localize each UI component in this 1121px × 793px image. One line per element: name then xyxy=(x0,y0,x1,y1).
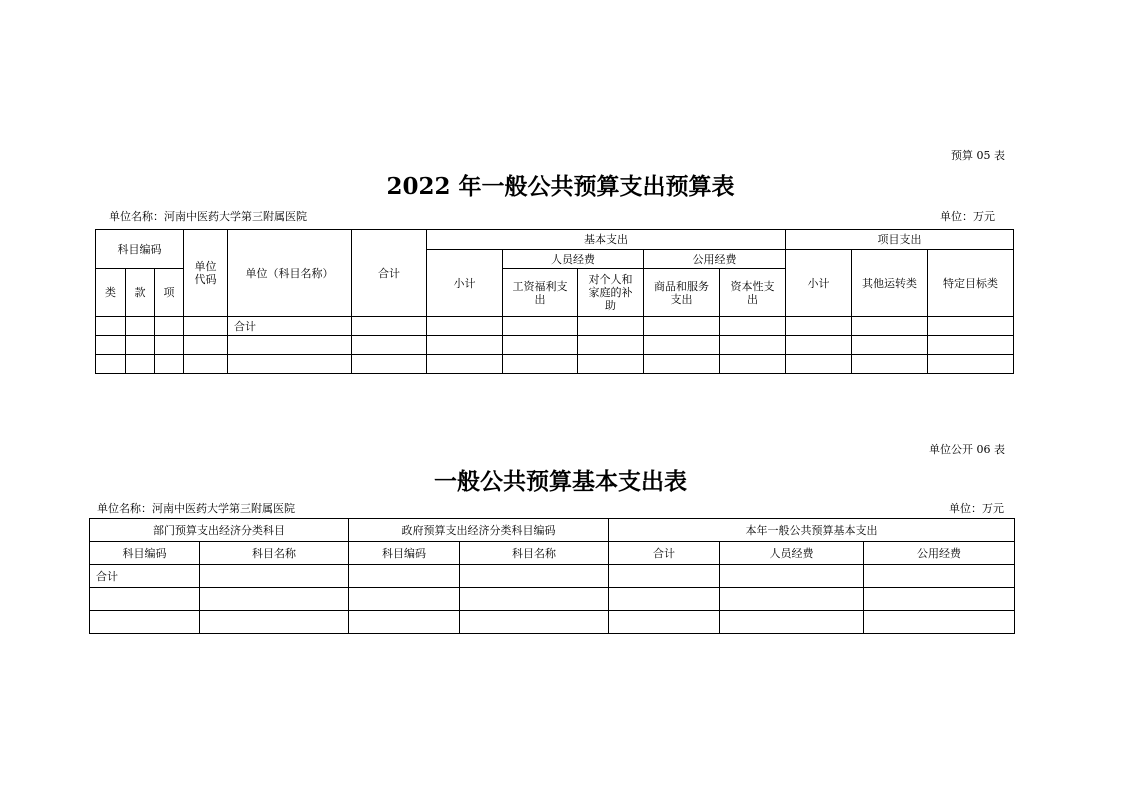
header-unit-subject-name: 单位（科目名称） xyxy=(228,230,352,317)
header-personnel: 人员经费 xyxy=(503,250,644,269)
page-title-2: 一般公共预算基本支出表 xyxy=(434,468,687,495)
header-subject-code-1: 科目编码 xyxy=(90,542,200,565)
table-code-2: 单位公开 06 表 xyxy=(929,443,1005,456)
header-subject-code-2: 科目编码 xyxy=(349,542,460,565)
row-label xyxy=(90,588,200,611)
header-basic-expense: 基本支出 xyxy=(427,230,786,250)
table-row xyxy=(90,588,1015,611)
header-project-expense: 项目支出 xyxy=(786,230,1014,250)
table-row xyxy=(96,355,1014,374)
header-dept-class: 部门预算支出经济分类科目 xyxy=(90,519,349,542)
header-family-subsidy: 对个人和家庭的补助 xyxy=(578,269,644,317)
header-other-transfer: 其他运转类 xyxy=(852,250,928,317)
header-specific-target: 特定目标类 xyxy=(928,250,1014,317)
header-subject-name-2: 科目名称 xyxy=(460,542,609,565)
header-xiang: 项 xyxy=(155,269,184,317)
header-capital: 资本性支出 xyxy=(720,269,786,317)
table-row xyxy=(90,611,1015,634)
header-gov-class: 政府预算支出经济分类科目编码 xyxy=(349,519,609,542)
budget-expense-table xyxy=(95,229,1014,374)
table-row xyxy=(90,565,1015,588)
row-label: 合计 xyxy=(228,317,352,336)
table-row xyxy=(96,317,1014,336)
unit-measure-2: 单位：万元 xyxy=(949,502,1004,515)
header-lei: 类 xyxy=(96,269,126,317)
header-current-year: 本年一般公共预算基本支出 xyxy=(609,519,1015,542)
header-total: 合计 xyxy=(352,230,427,317)
header-subject-name-1: 科目名称 xyxy=(200,542,349,565)
header-subject-code: 科目编码 xyxy=(96,230,184,269)
header-goods-services: 商品和服务支出 xyxy=(644,269,720,317)
header-kuan: 款 xyxy=(126,269,155,317)
unit-name: 单位名称：河南中医药大学第三附属医院 xyxy=(109,210,307,223)
header-total-2: 合计 xyxy=(609,542,720,565)
table-row xyxy=(96,336,1014,355)
unit-measure: 单位：万元 xyxy=(940,210,995,223)
header-personnel-2: 人员经费 xyxy=(720,542,864,565)
header-project-subtotal: 小计 xyxy=(786,250,852,317)
row-label: 合计 xyxy=(90,565,200,588)
header-public-use: 公用经费 xyxy=(644,250,786,269)
header-public-use-2: 公用经费 xyxy=(864,542,1015,565)
row-label xyxy=(228,336,352,355)
header-unit-code: 单位代码 xyxy=(184,230,228,317)
header-basic-subtotal: 小计 xyxy=(427,250,503,317)
table-code: 预算 05 表 xyxy=(951,149,1005,162)
basic-expense-table xyxy=(89,518,1015,634)
page-title: 2022 年一般公共预算支出预算表 xyxy=(386,173,735,200)
row-label xyxy=(228,355,352,374)
header-wages: 工资福利支出 xyxy=(503,269,578,317)
row-label xyxy=(90,611,200,634)
unit-name-2: 单位名称：河南中医药大学第三附属医院 xyxy=(97,502,295,515)
